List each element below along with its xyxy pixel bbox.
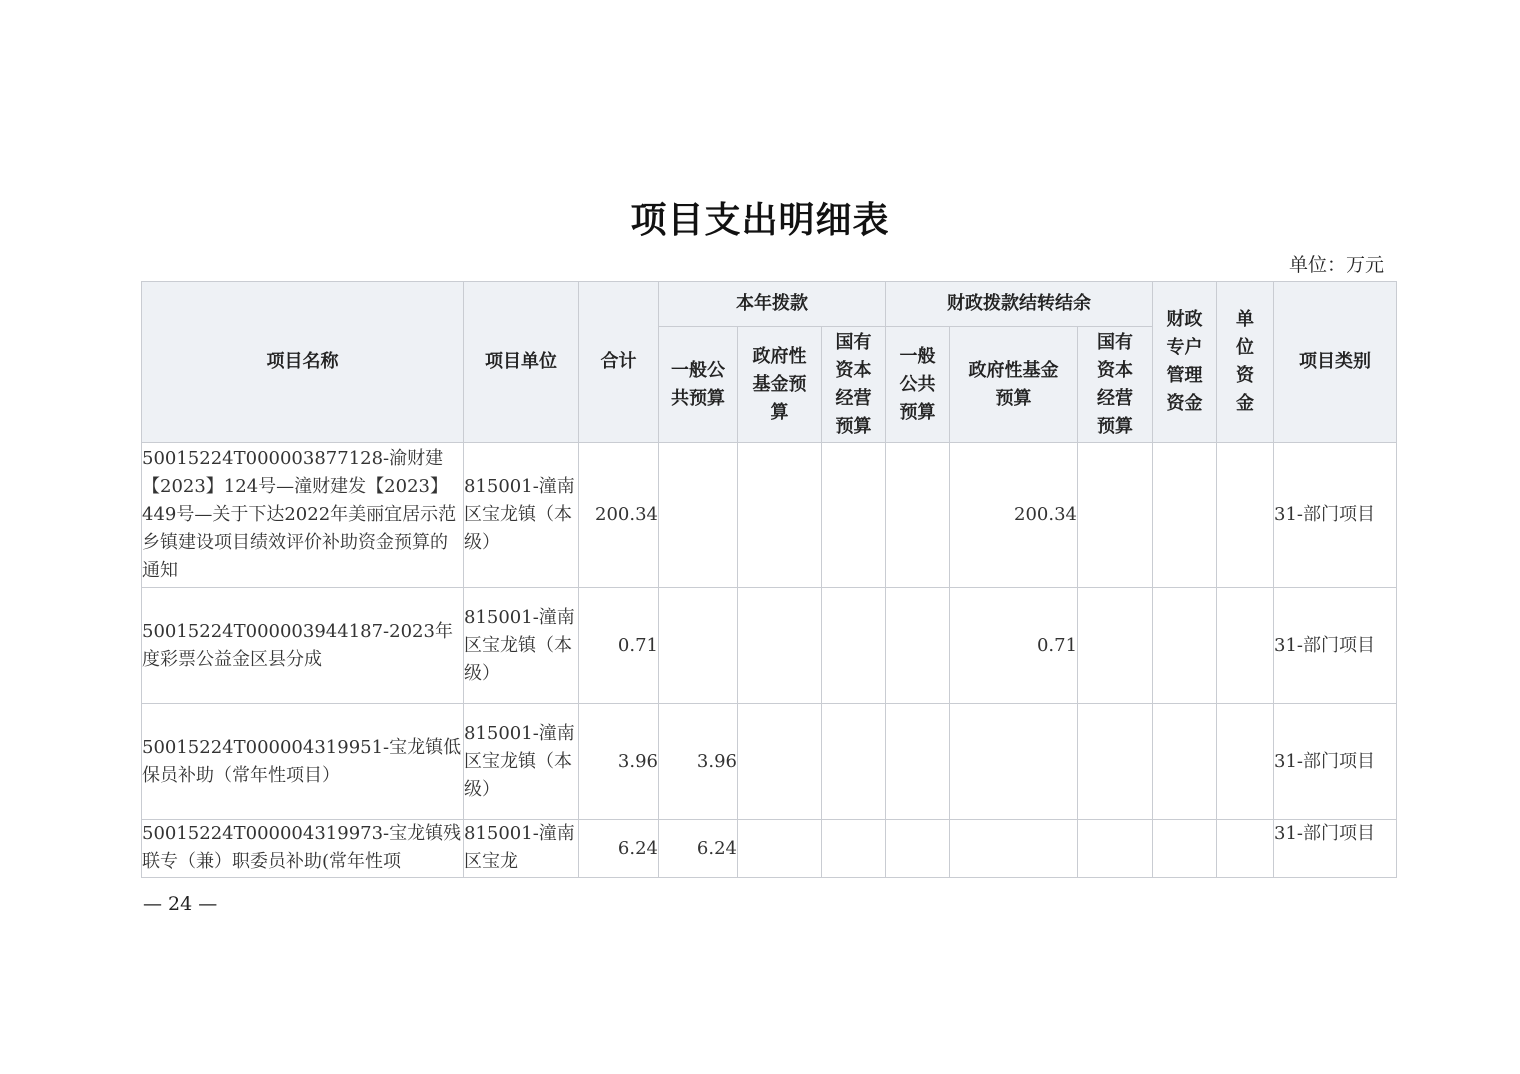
cell-project-category: 31-部门项目 — [1274, 588, 1397, 704]
cell-project-unit: 815001-潼南区宝龙镇（本级） — [464, 443, 579, 588]
cell-general-budget: 3.96 — [659, 704, 738, 820]
cell-project-unit — [464, 820, 579, 878]
table-row — [142, 704, 1397, 820]
cell-gov-fund-budget — [738, 588, 822, 704]
cell-project-unit: 815001-潼南区宝龙镇（本级） — [464, 588, 579, 704]
header-total: 合计 — [579, 282, 659, 443]
cell-unit-funds — [1217, 588, 1274, 704]
cell-carry-gov-fund-budget: 200.34 — [950, 443, 1078, 588]
header-general-budget: 一般公共预算 — [659, 327, 738, 443]
cell-project-name: 50015224T000003944187-2023年度彩票公益金区县分成 — [142, 588, 464, 704]
project-expenditure-table — [141, 281, 1397, 878]
cell-unit-funds — [1217, 443, 1274, 588]
cell-carry-general-budget — [886, 820, 950, 878]
table-row — [142, 820, 1397, 878]
cell-state-capital-budget — [822, 820, 886, 878]
header-project-category: 项目类别 — [1274, 282, 1397, 443]
header-carry-state-capital-budget: 国有资本经营预算 — [1078, 327, 1153, 443]
cell-carry-general-budget — [886, 704, 950, 820]
cell-carry-general-budget — [886, 443, 950, 588]
cell-project-unit: 815001-潼南区宝龙镇（本级） — [464, 704, 579, 820]
header-gov-fund-budget: 政府性基金预算 — [738, 327, 822, 443]
cell-project-name-text: 50015224T000004319973-宝龙镇残联专（兼）职委员补助(常年性项 — [142, 823, 462, 872]
unit-label: 单位：万元 — [1288, 254, 1384, 276]
cell-special-account-funds — [1153, 588, 1217, 704]
cell-total: 6.24 — [579, 820, 659, 878]
cell-general-budget: 6.24 — [659, 820, 738, 878]
cell-unit-funds — [1217, 704, 1274, 820]
header-carry-general-budget: 一般公共预算 — [886, 327, 950, 443]
page-title: 项目支出明细表 — [630, 199, 890, 241]
header-special-account-funds: 财政专户管理资金 — [1153, 282, 1217, 443]
header-unit-funds: 单位资金 — [1217, 282, 1274, 443]
cell-carry-state-capital-budget — [1078, 588, 1153, 704]
cell-total: 0.71 — [579, 588, 659, 704]
cell-gov-fund-budget — [738, 704, 822, 820]
cell-state-capital-budget — [822, 443, 886, 588]
cell-project-category — [1274, 820, 1397, 878]
cell-project-name — [142, 820, 464, 878]
cell-carry-gov-fund-budget — [950, 704, 1078, 820]
header-carryover: 财政拨款结转结余 — [886, 282, 1153, 327]
cell-special-account-funds — [1153, 820, 1217, 878]
cell-carry-state-capital-budget — [1078, 820, 1153, 878]
header-project-unit: 项目单位 — [464, 282, 579, 443]
cell-special-account-funds — [1153, 443, 1217, 588]
table-row — [142, 588, 1397, 704]
cell-carry-gov-fund-budget — [950, 820, 1078, 878]
cell-special-account-funds — [1153, 704, 1217, 820]
cell-project-unit-text: 815001-潼南区宝龙 — [464, 823, 575, 872]
cell-project-name: 50015224T000003877128-渝财建【2023】124号—潼财建发【2023】449号—关于下达2022年美丽宜居示范乡镇建设项目绩效评价补助资金预算的通知 — [142, 443, 464, 588]
cell-gov-fund-budget — [738, 443, 822, 588]
cell-carry-general-budget — [886, 588, 950, 704]
page-number: — 24 — — [143, 893, 218, 915]
cell-project-category: 31-部门项目 — [1274, 443, 1397, 588]
cell-project-category-text: 31-部门项目 — [1274, 823, 1376, 844]
cell-project-name: 50015224T000004319951-宝龙镇低保员补助（常年性项目） — [142, 704, 464, 820]
cell-carry-gov-fund-budget: 0.71 — [950, 588, 1078, 704]
cell-total: 200.34 — [579, 443, 659, 588]
cell-state-capital-budget — [822, 704, 886, 820]
cell-general-budget — [659, 588, 738, 704]
header-current-year: 本年拨款 — [659, 282, 886, 327]
cell-state-capital-budget — [822, 588, 886, 704]
table-row — [142, 443, 1397, 588]
cell-project-category: 31-部门项目 — [1274, 704, 1397, 820]
header-state-capital-budget: 国有资本经营预算 — [822, 327, 886, 443]
cell-gov-fund-budget — [738, 820, 822, 878]
header-carry-gov-fund-budget: 政府性基金预算 — [950, 327, 1078, 443]
cell-unit-funds — [1217, 820, 1274, 878]
cell-total: 3.96 — [579, 704, 659, 820]
header-project-name: 项目名称 — [142, 282, 464, 443]
cell-general-budget — [659, 443, 738, 588]
cell-carry-state-capital-budget — [1078, 704, 1153, 820]
cell-carry-state-capital-budget — [1078, 443, 1153, 588]
